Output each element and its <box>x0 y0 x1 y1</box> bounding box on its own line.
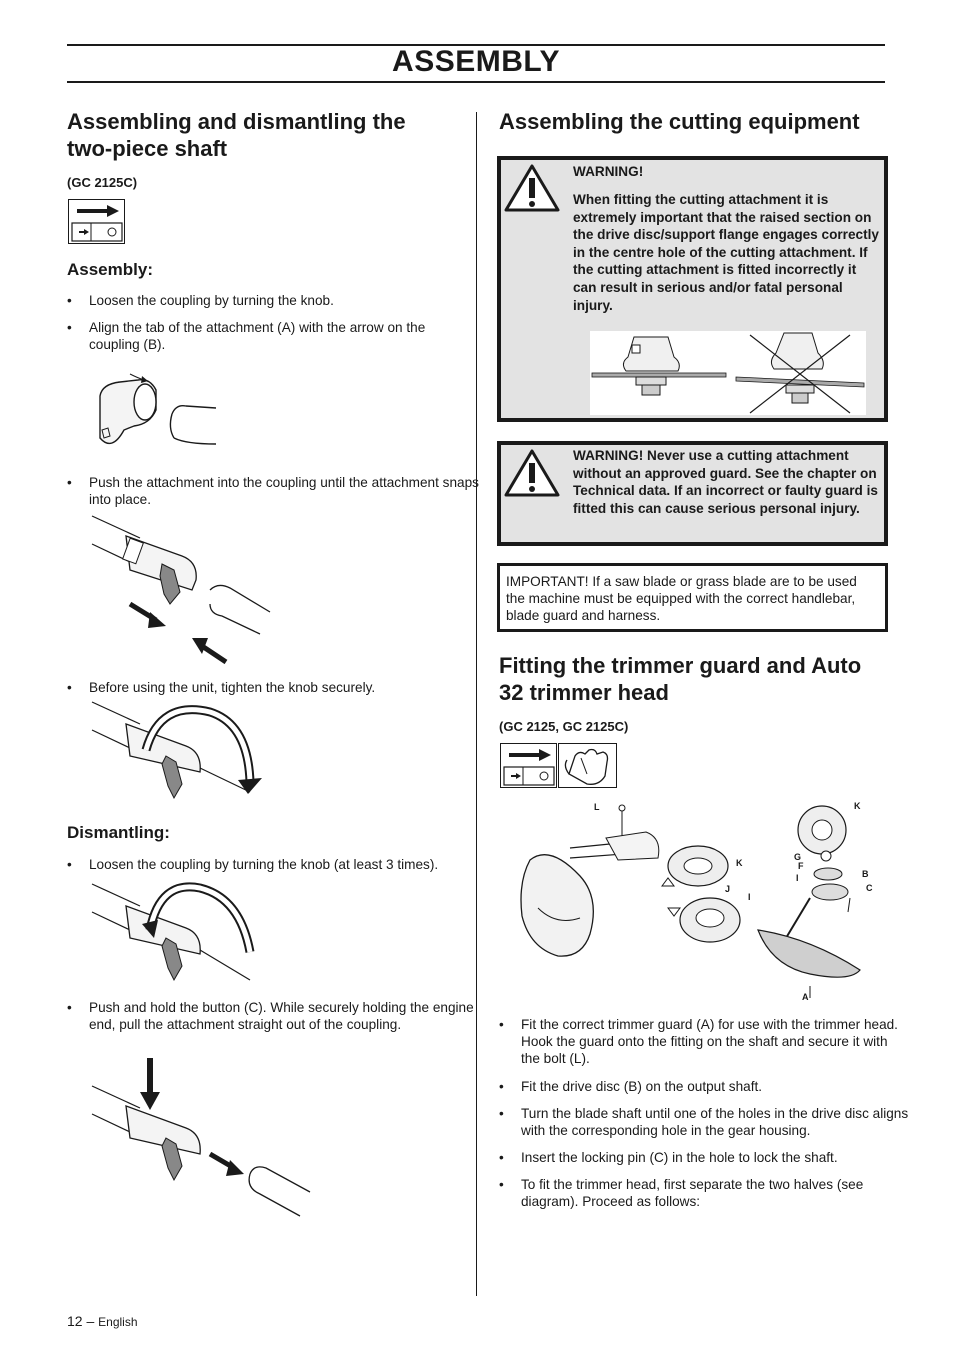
warning-triangle-icon <box>504 449 560 497</box>
trimmer-step-1: • Fit the correct trimmer guard (A) for use with the trimmer head. Hook the guard onto the fitting on the shaft and secure it with the bolt (L). <box>499 1016 910 1068</box>
warning-1-text: When fitting the cutting attachment it is extremely important that the raised section on the drive disc/support flange engages correctly in the centre hole of the cutting attachment. If the cutting attachment is fitted incorrectly it can result in serious and/or fatal personal injury. <box>573 192 879 313</box>
footer-language: English <box>98 1315 138 1329</box>
assembly-heading: Assembly: <box>67 260 153 279</box>
diagram-label-K-left: K <box>736 858 743 868</box>
trimmer-step-2: • Fit the drive disc (B) on the output shaft. <box>499 1078 910 1095</box>
loosen-knob-illustration <box>90 880 280 990</box>
page-title: ASSEMBLY <box>392 45 560 78</box>
diagram-label-F: F <box>798 861 804 871</box>
coupling-symbol-icon <box>68 199 125 244</box>
gloves-symbol-icon <box>558 743 617 788</box>
assembly-step-3: • Push the attachment into the coupling until the attachment snaps into place. <box>67 474 479 508</box>
coupling-symbol-icon <box>500 743 557 788</box>
arrow-symbol-icon <box>501 744 558 789</box>
page-footer <box>67 1313 138 1329</box>
dismantling-step-2: • Push and hold the button (C). While securely holding the engine end, pull the attachment straight out of the coupling. <box>67 999 484 1033</box>
important-note-text: IMPORTANT! If a saw blade or grass blade are to be used the machine must be equipped with the correct handlebar, blade guard and harness. <box>506 574 857 624</box>
trimmer-step-5: • To fit the trimmer head, first separate the two halves (see diagram). Proceed as follows: <box>499 1176 910 1210</box>
trimmer-step-4: • Insert the locking pin (C) in the hole to lock the shaft. <box>499 1149 910 1166</box>
coupling-alignment-illustration <box>90 366 220 456</box>
right-section-title: Assembling the cutting equipment <box>499 109 860 134</box>
push-attachment-illustration <box>90 516 280 666</box>
trimmer-assembly-diagram <box>510 798 880 1008</box>
left-model-label: (GC 2125C) <box>67 175 138 190</box>
tighten-knob-illustration <box>90 702 280 812</box>
diagram-label-B: B <box>862 869 869 879</box>
dismantling-step-1: • Loosen the coupling by turning the knob (at least 3 times). <box>67 856 484 873</box>
diagram-label-K-right: K <box>854 801 861 811</box>
trimmer-step-3: • Turn the blade shaft until one of the holes in the drive disc aligns with the corresponding hole in the gear housing. <box>499 1105 910 1139</box>
diagram-label-C: C <box>866 883 873 893</box>
important-note-box <box>497 563 888 632</box>
assembly-step-2: • Align the tab of the attachment (A) with the arrow on the coupling (B). <box>67 319 479 353</box>
assembly-step-1: • Loosen the coupling by turning the knob. <box>67 292 479 309</box>
diagram-label-J: J <box>725 884 731 894</box>
warning-triangle-icon <box>504 164 560 212</box>
glove-icon <box>559 744 618 789</box>
page-number: 12 – <box>67 1313 95 1329</box>
trimmer-section-title: Fitting the trimmer guard and Auto 32 trimmer head <box>499 653 862 705</box>
diagram-label-I-right: I <box>796 873 799 883</box>
dismantling-heading: Dismantling: <box>67 823 170 842</box>
trimmer-exploded-view-illustration <box>510 798 880 1008</box>
warning-1-label: WARNING! <box>573 164 644 179</box>
pull-attachment-illustration <box>90 1058 320 1218</box>
header-bottom-rule <box>67 81 885 83</box>
diagram-label-A: A <box>802 992 809 1002</box>
diagram-label-L: L <box>594 802 600 812</box>
blade-correct-vs-incorrect-illustration <box>590 331 866 415</box>
diagram-label-G: G <box>794 852 802 862</box>
assembly-step-4: • Before using the unit, tighten the knob securely. <box>67 679 479 696</box>
arrow-symbol-icon <box>69 200 126 245</box>
left-section-title: Assembling and dismantling the two-piece shaft <box>67 109 406 161</box>
column-divider <box>476 112 477 1296</box>
warning-2-text: WARNING! Never use a cutting attachment without an approved guard. See the chapter on Technical data. If an incorrect or faulty guard is fitted this can cause serious personal injury. <box>573 448 878 516</box>
blade-fitting-comparison-figure <box>590 331 866 415</box>
diagram-label-I-left: I <box>748 892 751 902</box>
trimmer-model-label: (GC 2125, GC 2125C) <box>499 719 629 734</box>
